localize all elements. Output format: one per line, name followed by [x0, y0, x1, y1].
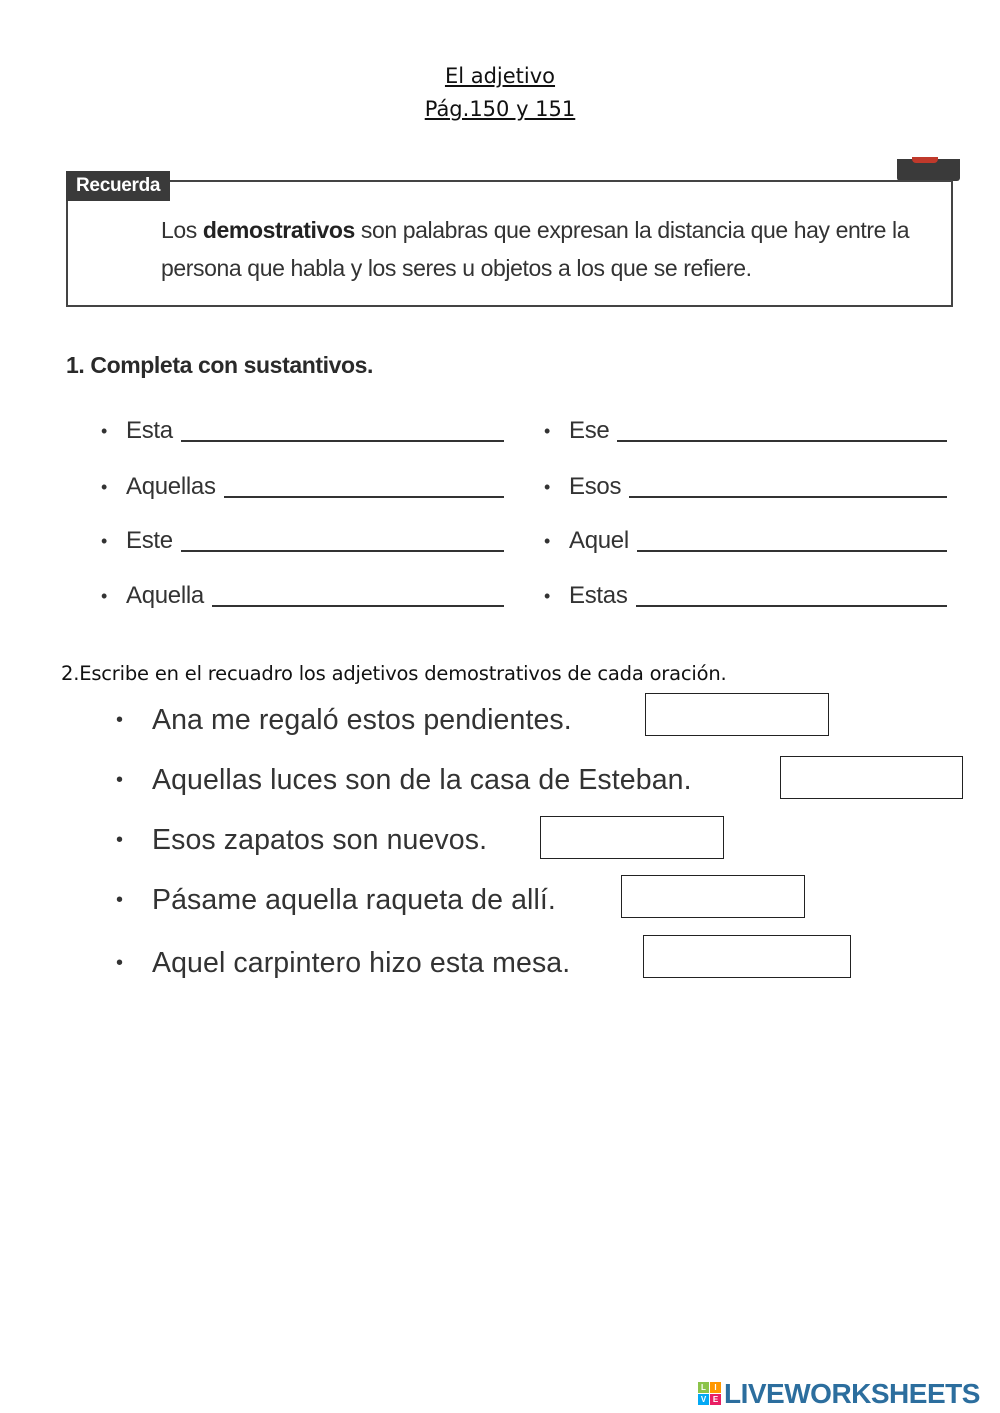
- recuerda-text-before: Los: [161, 217, 203, 243]
- bullet-icon: •: [544, 586, 551, 606]
- exercise1-item: [544, 468, 947, 502]
- bullet-icon: •: [101, 421, 108, 441]
- answer-line[interactable]: [181, 550, 504, 552]
- exercise1-word: Estas: [569, 582, 628, 609]
- answer-box[interactable]: [540, 816, 724, 859]
- answer-box[interactable]: [621, 875, 805, 918]
- exercise2-heading: 2.Escribe en el recuadro los adjetivos demostrativos de cada oración.: [61, 662, 727, 685]
- logo-letter: I: [710, 1382, 721, 1393]
- bullet-icon: •: [544, 421, 551, 441]
- answer-line[interactable]: [617, 440, 947, 442]
- logo-letter: L: [698, 1382, 709, 1393]
- answer-box[interactable]: [780, 756, 963, 799]
- exercise1-item: [101, 468, 504, 502]
- exercise1-item: [544, 522, 947, 556]
- bullet-icon: •: [544, 477, 551, 497]
- exercise1-word: Aquella: [126, 582, 204, 609]
- exercise2-item: [116, 704, 572, 737]
- bullet-icon: •: [116, 829, 124, 851]
- exercise2-item: [116, 884, 556, 917]
- answer-line[interactable]: [629, 496, 947, 498]
- exercise2-item: [116, 947, 570, 980]
- corner-red-mark: [912, 157, 938, 163]
- bullet-icon: •: [101, 531, 108, 551]
- bullet-icon: •: [116, 889, 124, 911]
- recuerda-text-after: son palabras que expresan la distancia que hay entre la persona que habla y los seres u objetos a los que se refiere.: [161, 217, 910, 281]
- bullet-icon: •: [116, 709, 124, 731]
- exercise1-word: Ese: [569, 417, 610, 444]
- exercise2-sentence: Aquel carpintero hizo esta mesa.: [152, 947, 571, 979]
- exercise2-item: [116, 764, 692, 797]
- recuerda-text: [161, 211, 941, 287]
- bullet-icon: •: [101, 477, 108, 497]
- bullet-icon: •: [544, 531, 551, 551]
- page-subtitle: Pág.150 y 151: [424, 97, 576, 121]
- exercise1-word: Esta: [126, 417, 173, 444]
- recuerda-text-bold: demostrativos: [202, 217, 355, 243]
- exercise2-sentence: Pásame aquella raqueta de allí.: [152, 884, 556, 916]
- exercise1-heading: 1. Completa con sustantivos.: [66, 352, 374, 378]
- bullet-icon: •: [116, 769, 124, 791]
- exercise1-item: [101, 522, 504, 556]
- exercise1-item: [101, 577, 504, 611]
- answer-box[interactable]: [643, 935, 851, 978]
- exercise1-item: [544, 412, 947, 446]
- exercise1-word: Esos: [569, 473, 622, 500]
- logo-letter: V: [698, 1394, 709, 1405]
- answer-line[interactable]: [224, 496, 504, 498]
- exercise2-sentence: Aquellas luces son de la casa de Esteban.: [152, 764, 692, 796]
- bullet-icon: •: [101, 586, 108, 606]
- page-title: El adjetivo: [444, 64, 556, 88]
- answer-line[interactable]: [212, 605, 504, 607]
- answer-box[interactable]: [645, 693, 829, 736]
- exercise2-sentence: Ana me regaló estos pendientes.: [152, 704, 572, 736]
- liveworksheets-brand: LIVEWORKSHEETS: [724, 1378, 980, 1409]
- exercise1-word: Aquel: [569, 527, 629, 554]
- logo-letter: E: [710, 1394, 721, 1405]
- answer-line[interactable]: [636, 605, 947, 607]
- bullet-icon: •: [116, 952, 124, 974]
- answer-line[interactable]: [181, 440, 504, 442]
- exercise2-sentence: Esos zapatos son nuevos.: [152, 824, 488, 856]
- exercise1-item: [544, 577, 947, 611]
- liveworksheets-logo-icon: [698, 1382, 722, 1406]
- exercise1-word: Aquellas: [126, 473, 216, 500]
- liveworksheets-logo[interactable]: [698, 1378, 980, 1410]
- recuerda-label: Recuerda: [66, 171, 170, 201]
- exercise1-word: Este: [126, 527, 173, 554]
- answer-line[interactable]: [637, 550, 947, 552]
- exercise1-item: [101, 412, 504, 446]
- exercise2-item: [116, 824, 487, 857]
